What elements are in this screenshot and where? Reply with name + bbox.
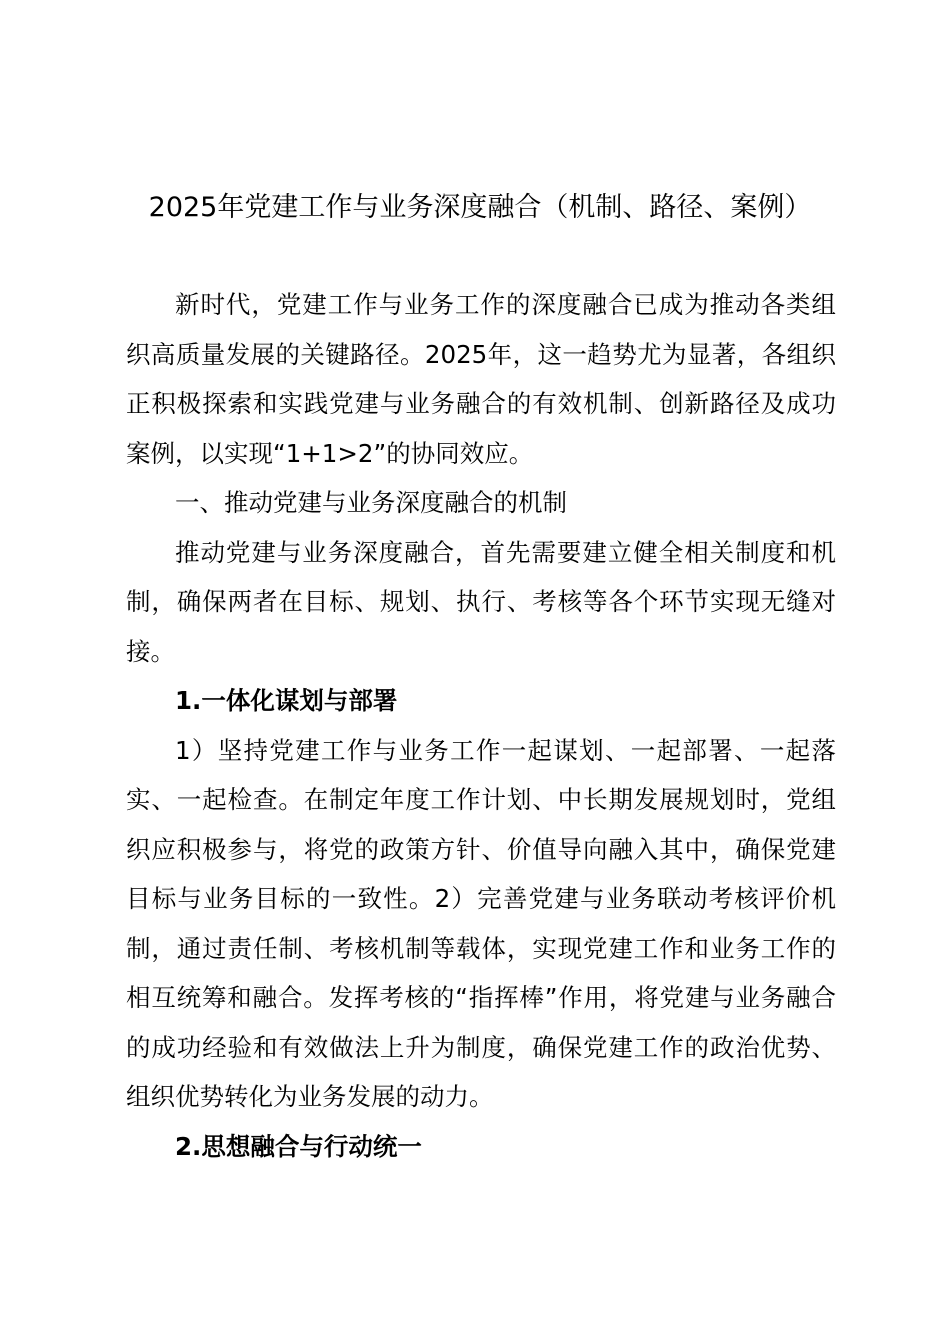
section-heading-mechanism: 一、推动党建与业务深度融合的机制 [175, 488, 567, 517]
document-body [126, 280, 836, 1171]
subsection-heading-1: 1.一体化谋划与部署 [175, 686, 398, 715]
document-title: 2025年党建工作与业务深度融合（机制、路径、案例） [148, 192, 812, 223]
subsection-heading-2: 2.思想融合与行动统一 [175, 1131, 422, 1161]
intro-paragraph: 新时代，党建工作与业务工作的深度融合已成为推动各类组织高质量发展的关键路径。2025年，这一趋势尤为显著，各组织正积极探索和实践党建与业务融合的有效机制、创新路径及成功案例，以实现“1+1>2”的协同效应。 [126, 290, 836, 468]
mechanism-paragraph: 推动党建与业务深度融合，首先需要建立健全相关制度和机制，确保两者在目标、规划、执行、考核等各个环节实现无缝对接。 [126, 537, 836, 666]
subsection-1-paragraph: 1）坚持党建工作与业务工作一起谋划、一起部署、一起落实、一起检查。在制定年度工作计划、中长期发展规划时，党组织应积极参与，将党的政策方针、价值导向融入其中，确保党建目标与业务目标的一致性。2）完善党建与业务联动考核评价机制，通过责任制、考核机制等载体，实现党建工作和业务工作的相互统筹和融合。发挥考核的“指挥棒”作用，将党建与业务融合的成功经验和有效做法上升为制度，确保党建工作的政治优势、组织优势转化为业务发展的动力。 [126, 735, 836, 1111]
